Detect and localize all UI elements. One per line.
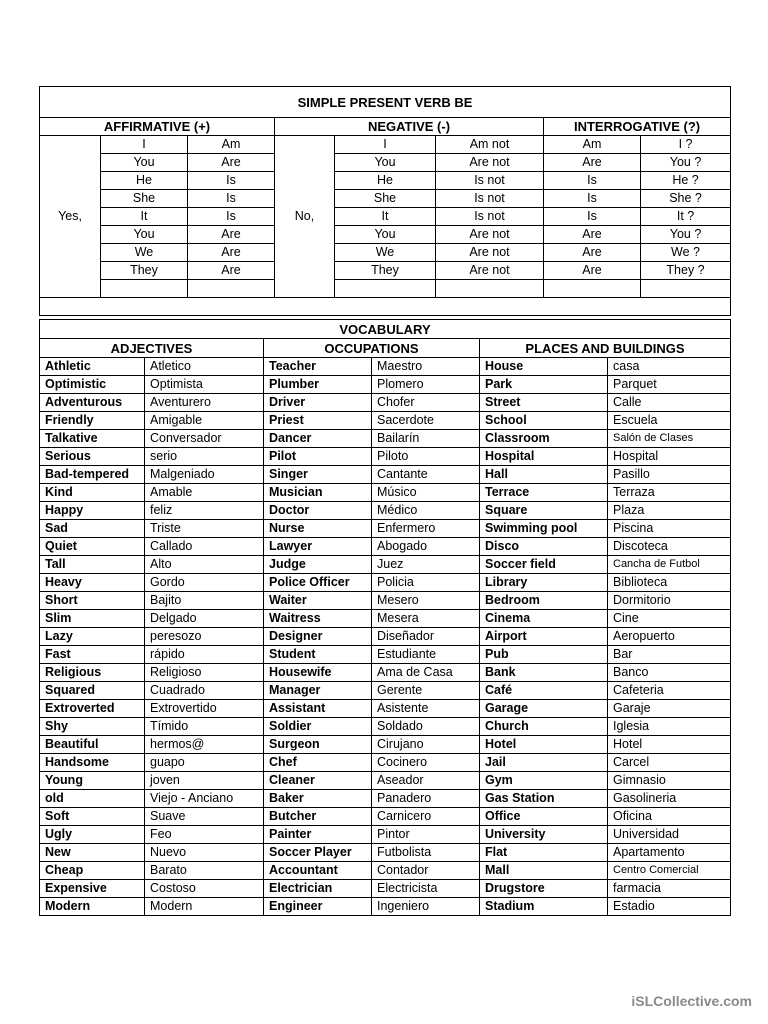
occupation-spanish: Bailarín	[372, 430, 480, 448]
table-row	[40, 244, 731, 262]
adjective-spanish: Viejo - Anciano	[145, 790, 264, 808]
adjectives-heading: ADJECTIVES	[40, 339, 264, 358]
occupation-spanish: Piloto	[372, 448, 480, 466]
place-english: Office	[480, 808, 608, 826]
occupation-spanish: Músico	[372, 484, 480, 502]
place-spanish: Bar	[608, 646, 731, 664]
occupation-spanish: Cantante	[372, 466, 480, 484]
occupation-spanish: Carnicero	[372, 808, 480, 826]
place-english: Pub	[480, 646, 608, 664]
affirmative-pronoun: She	[101, 190, 188, 208]
occupation-spanish: Estudiante	[372, 646, 480, 664]
negative-pronoun: She	[335, 190, 436, 208]
adjective-english: Extroverted	[40, 700, 145, 718]
table-row	[40, 556, 731, 574]
adjective-english: Tall	[40, 556, 145, 574]
place-spanish: Banco	[608, 664, 731, 682]
yes-label: Yes,	[40, 136, 101, 298]
place-spanish: Piscina	[608, 520, 731, 538]
negative-verb: Are not	[436, 262, 544, 280]
place-spanish: Estadio	[608, 898, 731, 916]
adjective-english: Happy	[40, 502, 145, 520]
table-row	[40, 208, 731, 226]
adjective-spanish: Feo	[145, 826, 264, 844]
interrogative-verb: Are	[544, 154, 641, 172]
vocabulary-table	[39, 319, 731, 916]
negative-pronoun: He	[335, 172, 436, 190]
adjective-english: Short	[40, 592, 145, 610]
interrogative-pronoun: You ?	[641, 154, 731, 172]
interrogative-verb: Is	[544, 208, 641, 226]
affirmative-verb: Am	[188, 136, 275, 154]
occupation-spanish: Policia	[372, 574, 480, 592]
occupation-english: Driver	[264, 394, 372, 412]
occupation-spanish: Aseador	[372, 772, 480, 790]
interrogative-heading: INTERROGATIVE (?)	[544, 118, 731, 136]
adjective-spanish: Delgado	[145, 610, 264, 628]
adjective-spanish: Optimista	[145, 376, 264, 394]
negative-pronoun: It	[335, 208, 436, 226]
place-english: Mall	[480, 862, 608, 880]
occupation-spanish: Sacerdote	[372, 412, 480, 430]
negative-verb: Are not	[436, 154, 544, 172]
place-english: Soccer field	[480, 556, 608, 574]
adjective-spanish: Callado	[145, 538, 264, 556]
adjective-spanish: Modern	[145, 898, 264, 916]
adjective-english: Slim	[40, 610, 145, 628]
blank-cell	[544, 280, 641, 298]
places-heading: PLACES AND BUILDINGS	[480, 339, 731, 358]
affirmative-pronoun: He	[101, 172, 188, 190]
adjective-spanish: Tímido	[145, 718, 264, 736]
table-row	[40, 664, 731, 682]
place-spanish: Oficina	[608, 808, 731, 826]
occupation-english: Pilot	[264, 448, 372, 466]
place-spanish: Iglesia	[608, 718, 731, 736]
place-english: Stadium	[480, 898, 608, 916]
table-row	[40, 154, 731, 172]
place-english: Library	[480, 574, 608, 592]
adjective-spanish: hermos@	[145, 736, 264, 754]
adjective-english: Squared	[40, 682, 145, 700]
place-english: Bank	[480, 664, 608, 682]
occupation-english: Plumber	[264, 376, 372, 394]
adjective-english: Athletic	[40, 358, 145, 376]
place-spanish: Carcel	[608, 754, 731, 772]
place-spanish: Cafeteria	[608, 682, 731, 700]
table-row	[40, 808, 731, 826]
occupation-spanish: Médico	[372, 502, 480, 520]
occupation-english: Engineer	[264, 898, 372, 916]
table-row	[40, 484, 731, 502]
adjective-spanish: Religioso	[145, 664, 264, 682]
table-title: SIMPLE PRESENT VERB BE	[40, 87, 731, 118]
place-spanish: Pasillo	[608, 466, 731, 484]
place-spanish: Universidad	[608, 826, 731, 844]
table-row	[40, 592, 731, 610]
negative-pronoun: We	[335, 244, 436, 262]
occupation-spanish: Asistente	[372, 700, 480, 718]
no-label: No,	[275, 136, 335, 298]
negative-pronoun: They	[335, 262, 436, 280]
adjective-english: Friendly	[40, 412, 145, 430]
place-spanish: Salón de Clases	[608, 430, 731, 448]
place-spanish: Hotel	[608, 736, 731, 754]
place-english: Park	[480, 376, 608, 394]
occupation-english: Judge	[264, 556, 372, 574]
adjective-english: Serious	[40, 448, 145, 466]
table-row	[40, 538, 731, 556]
adjective-english: Religious	[40, 664, 145, 682]
negative-verb: Am not	[436, 136, 544, 154]
place-english: Gym	[480, 772, 608, 790]
place-spanish: Escuela	[608, 412, 731, 430]
adjective-english: Kind	[40, 484, 145, 502]
table-row	[40, 898, 731, 916]
interrogative-pronoun: She ?	[641, 190, 731, 208]
place-english: Airport	[480, 628, 608, 646]
table-row	[40, 190, 731, 208]
place-spanish: Garaje	[608, 700, 731, 718]
table-row	[40, 646, 731, 664]
adjective-english: Shy	[40, 718, 145, 736]
spacer-cell	[40, 298, 731, 316]
occupation-english: Butcher	[264, 808, 372, 826]
place-english: Hall	[480, 466, 608, 484]
adjective-spanish: rápido	[145, 646, 264, 664]
occupation-spanish: Panadero	[372, 790, 480, 808]
table-row	[40, 826, 731, 844]
verb-be-table	[39, 86, 731, 316]
affirmative-verb: Is	[188, 190, 275, 208]
place-english: Drugstore	[480, 880, 608, 898]
table-row	[40, 772, 731, 790]
adjective-spanish: Amable	[145, 484, 264, 502]
place-spanish: Centro Comercial	[608, 862, 731, 880]
place-english: Terrace	[480, 484, 608, 502]
place-english: Cinema	[480, 610, 608, 628]
adjective-spanish: Barato	[145, 862, 264, 880]
negative-pronoun: I	[335, 136, 436, 154]
adjective-english: Expensive	[40, 880, 145, 898]
place-spanish: Cine	[608, 610, 731, 628]
table-row	[40, 718, 731, 736]
adjective-spanish: Extrovertido	[145, 700, 264, 718]
interrogative-verb: Am	[544, 136, 641, 154]
occupation-english: Chef	[264, 754, 372, 772]
affirmative-verb: Are	[188, 244, 275, 262]
place-english: Bedroom	[480, 592, 608, 610]
occupation-english: Waitress	[264, 610, 372, 628]
occupation-english: Soccer Player	[264, 844, 372, 862]
occupation-english: Painter	[264, 826, 372, 844]
occupation-spanish: Cirujano	[372, 736, 480, 754]
occupation-spanish: Mesero	[372, 592, 480, 610]
occupation-spanish: Diseñador	[372, 628, 480, 646]
place-english: Classroom	[480, 430, 608, 448]
occupation-spanish: Plomero	[372, 376, 480, 394]
adjective-spanish: Conversador	[145, 430, 264, 448]
occupation-spanish: Pintor	[372, 826, 480, 844]
occupation-english: Student	[264, 646, 372, 664]
blank-cell	[641, 280, 731, 298]
affirmative-pronoun: You	[101, 226, 188, 244]
table-row	[40, 754, 731, 772]
place-spanish: Terraza	[608, 484, 731, 502]
occupation-english: Cleaner	[264, 772, 372, 790]
table-row	[40, 172, 731, 190]
place-english: House	[480, 358, 608, 376]
adjective-english: Cheap	[40, 862, 145, 880]
blank-cell	[335, 280, 436, 298]
table-row	[40, 226, 731, 244]
blank-cell	[101, 280, 188, 298]
negative-verb: Is not	[436, 190, 544, 208]
place-english: Café	[480, 682, 608, 700]
occupation-spanish: Contador	[372, 862, 480, 880]
interrogative-verb: Is	[544, 172, 641, 190]
adjective-spanish: Malgeniado	[145, 466, 264, 484]
affirmative-verb: Is	[188, 208, 275, 226]
table-row	[40, 262, 731, 280]
adjective-english: Heavy	[40, 574, 145, 592]
interrogative-pronoun: He ?	[641, 172, 731, 190]
occupation-english: Assistant	[264, 700, 372, 718]
adjective-spanish: Suave	[145, 808, 264, 826]
occupation-spanish: Enfermero	[372, 520, 480, 538]
adjective-english: old	[40, 790, 145, 808]
place-english: University	[480, 826, 608, 844]
adjective-spanish: Cuadrado	[145, 682, 264, 700]
interrogative-pronoun: They ?	[641, 262, 731, 280]
negative-pronoun: You	[335, 226, 436, 244]
table-row	[40, 682, 731, 700]
affirmative-pronoun: You	[101, 154, 188, 172]
place-spanish: Parquet	[608, 376, 731, 394]
interrogative-verb: Are	[544, 244, 641, 262]
table-row	[40, 574, 731, 592]
adjective-english: Optimistic	[40, 376, 145, 394]
table-row	[40, 430, 731, 448]
place-english: Disco	[480, 538, 608, 556]
affirmative-pronoun: We	[101, 244, 188, 262]
occupation-english: Manager	[264, 682, 372, 700]
table-row	[40, 394, 731, 412]
negative-verb: Are not	[436, 244, 544, 262]
occupation-spanish: Cocinero	[372, 754, 480, 772]
place-english: Gas Station	[480, 790, 608, 808]
place-english: Hotel	[480, 736, 608, 754]
occupation-english: Soldier	[264, 718, 372, 736]
table-row	[40, 520, 731, 538]
affirmative-verb: Are	[188, 154, 275, 172]
occupation-english: Electrician	[264, 880, 372, 898]
place-spanish: casa	[608, 358, 731, 376]
occupation-english: Housewife	[264, 664, 372, 682]
place-spanish: Gimnasio	[608, 772, 731, 790]
adjective-spanish: joven	[145, 772, 264, 790]
adjective-english: Beautiful	[40, 736, 145, 754]
affirmative-verb: Are	[188, 226, 275, 244]
occupation-spanish: Futbolista	[372, 844, 480, 862]
table-row	[40, 136, 731, 154]
adjective-spanish: feliz	[145, 502, 264, 520]
place-spanish: Biblioteca	[608, 574, 731, 592]
negative-heading: NEGATIVE (-)	[275, 118, 544, 136]
occupation-english: Dancer	[264, 430, 372, 448]
occupation-english: Designer	[264, 628, 372, 646]
interrogative-pronoun: I ?	[641, 136, 731, 154]
watermark-logo: iSLCollective.com	[631, 993, 752, 1009]
table-row	[40, 700, 731, 718]
occupation-english: Singer	[264, 466, 372, 484]
occupation-spanish: Maestro	[372, 358, 480, 376]
place-english: School	[480, 412, 608, 430]
adjective-english: Sad	[40, 520, 145, 538]
table-row	[40, 628, 731, 646]
negative-verb: Is not	[436, 208, 544, 226]
place-spanish: Plaza	[608, 502, 731, 520]
occupations-heading: OCCUPATIONS	[264, 339, 480, 358]
adjective-english: Bad-tempered	[40, 466, 145, 484]
interrogative-verb: Are	[544, 226, 641, 244]
place-english: Garage	[480, 700, 608, 718]
adjective-spanish: guapo	[145, 754, 264, 772]
adjective-english: Talkative	[40, 430, 145, 448]
place-spanish: Discoteca	[608, 538, 731, 556]
adjective-english: Soft	[40, 808, 145, 826]
affirmative-heading: AFFIRMATIVE (+)	[40, 118, 275, 136]
occupation-spanish: Soldado	[372, 718, 480, 736]
place-spanish: Aeropuerto	[608, 628, 731, 646]
place-spanish: Cancha de Futbol	[608, 556, 731, 574]
occupation-english: Priest	[264, 412, 372, 430]
occupation-english: Baker	[264, 790, 372, 808]
place-english: Flat	[480, 844, 608, 862]
negative-verb: Are not	[436, 226, 544, 244]
table-row	[40, 844, 731, 862]
adjective-english: Fast	[40, 646, 145, 664]
adjective-spanish: Bajito	[145, 592, 264, 610]
adjective-spanish: Gordo	[145, 574, 264, 592]
occupation-english: Teacher	[264, 358, 372, 376]
interrogative-verb: Are	[544, 262, 641, 280]
adjective-spanish: Aventurero	[145, 394, 264, 412]
table-row	[40, 358, 731, 376]
table-row	[40, 376, 731, 394]
interrogative-pronoun: It ?	[641, 208, 731, 226]
adjective-spanish: Amigable	[145, 412, 264, 430]
adjective-spanish: Alto	[145, 556, 264, 574]
occupation-spanish: Abogado	[372, 538, 480, 556]
occupation-spanish: Ingeniero	[372, 898, 480, 916]
place-english: Jail	[480, 754, 608, 772]
occupation-spanish: Mesera	[372, 610, 480, 628]
adjective-english: Ugly	[40, 826, 145, 844]
adjective-english: Lazy	[40, 628, 145, 646]
occupation-spanish: Gerente	[372, 682, 480, 700]
table-row	[40, 790, 731, 808]
place-spanish: Hospital	[608, 448, 731, 466]
affirmative-verb: Are	[188, 262, 275, 280]
adjective-english: Quiet	[40, 538, 145, 556]
occupation-english: Waiter	[264, 592, 372, 610]
adjective-english: Young	[40, 772, 145, 790]
occupation-english: Nurse	[264, 520, 372, 538]
place-english: Square	[480, 502, 608, 520]
negative-verb: Is not	[436, 172, 544, 190]
adjective-spanish: Nuevo	[145, 844, 264, 862]
place-spanish: farmacia	[608, 880, 731, 898]
place-spanish: Gasolineria	[608, 790, 731, 808]
negative-pronoun: You	[335, 154, 436, 172]
blank-cell	[436, 280, 544, 298]
place-english: Hospital	[480, 448, 608, 466]
adjective-spanish: Costoso	[145, 880, 264, 898]
adjective-english: New	[40, 844, 145, 862]
table-row	[40, 448, 731, 466]
occupation-spanish: Juez	[372, 556, 480, 574]
affirmative-pronoun: It	[101, 208, 188, 226]
occupation-spanish: Ama de Casa	[372, 664, 480, 682]
table-row	[40, 466, 731, 484]
occupation-english: Doctor	[264, 502, 372, 520]
occupation-english: Surgeon	[264, 736, 372, 754]
place-english: Street	[480, 394, 608, 412]
blank-cell	[188, 280, 275, 298]
place-spanish: Calle	[608, 394, 731, 412]
occupation-english: Police Officer	[264, 574, 372, 592]
affirmative-verb: Is	[188, 172, 275, 190]
table-row	[40, 610, 731, 628]
interrogative-verb: Is	[544, 190, 641, 208]
occupation-english: Accountant	[264, 862, 372, 880]
table-row	[40, 862, 731, 880]
place-english: Swimming pool	[480, 520, 608, 538]
adjective-english: Adventurous	[40, 394, 145, 412]
adjective-spanish: peresozo	[145, 628, 264, 646]
table-row	[40, 880, 731, 898]
spacer-row	[40, 298, 731, 316]
adjective-spanish: Triste	[145, 520, 264, 538]
occupation-english: Musician	[264, 484, 372, 502]
occupation-english: Lawyer	[264, 538, 372, 556]
interrogative-pronoun: We ?	[641, 244, 731, 262]
place-spanish: Dormitorio	[608, 592, 731, 610]
adjective-spanish: Atletico	[145, 358, 264, 376]
occupation-spanish: Chofer	[372, 394, 480, 412]
adjective-spanish: serio	[145, 448, 264, 466]
table-row	[40, 736, 731, 754]
table-row	[40, 412, 731, 430]
adjective-english: Handsome	[40, 754, 145, 772]
place-english: Church	[480, 718, 608, 736]
affirmative-pronoun: They	[101, 262, 188, 280]
table-row	[40, 502, 731, 520]
blank-row	[40, 280, 731, 298]
place-spanish: Apartamento	[608, 844, 731, 862]
affirmative-pronoun: I	[101, 136, 188, 154]
adjective-english: Modern	[40, 898, 145, 916]
occupation-spanish: Electricista	[372, 880, 480, 898]
interrogative-pronoun: You ?	[641, 226, 731, 244]
vocabulary-title: VOCABULARY	[40, 320, 731, 339]
